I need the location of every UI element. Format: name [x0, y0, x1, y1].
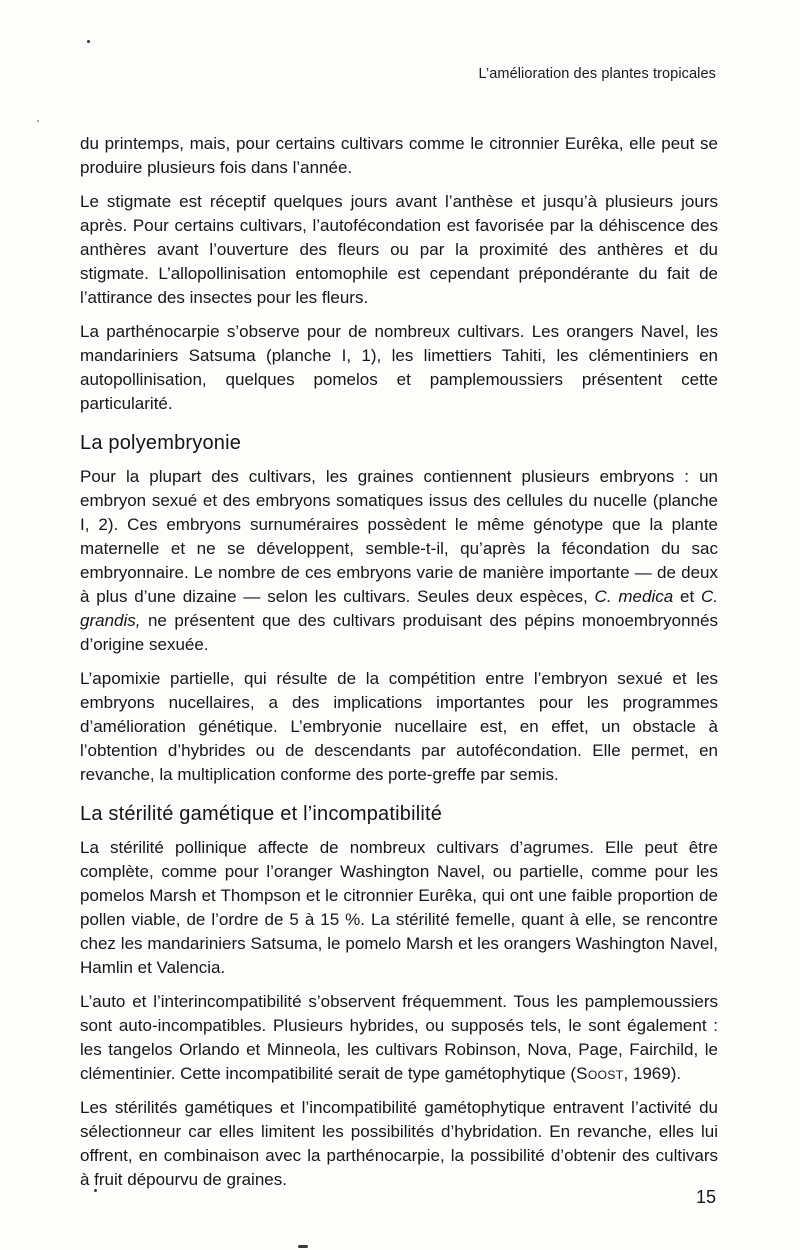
section-heading-polyembryonie: La polyembryonie [80, 432, 242, 454]
running-header: L’amélioration des plantes tropicales [478, 66, 716, 82]
page-body [80, 132, 718, 1202]
paragraph-text: ne présentent que des cultivars produisant des pépins monoembryonnés d’origine sexuée. [80, 611, 718, 654]
paragraph-text: et [673, 587, 702, 606]
paragraph-parthenocarpie [80, 320, 718, 416]
paragraph-intro-continuation [80, 132, 718, 180]
paragraph-polyembryonie-1 [80, 465, 718, 657]
paragraph-text: Les stérilités gamétiques et l’incompatibilité gamétophytique entravent l’activité du sélectionneur car elles limitent les possibilités d’hybridation. En revanche, elles lui offrent, en combinaison avec la parthénocarpie, la possibilité d’obtenir des cultivars à fruit dépourvu de graines. [80, 1098, 718, 1189]
species-name-italic: C. grandis, [80, 587, 719, 630]
paragraph-text: La stérilité pollinique affecte de nombreux cultivars d’agrumes. Elle peut être complète, comme pour l’oranger Washington Navel, ou partielle, comme pour les pomelos Marsh et Thompson et le citronnier Eurêka, qui ont une faible proportion de pollen viable, de l’ordre de 5 à 15 %. La stérilité femelle, quant à elle, se rencontre chez les mandariniers Satsuma, le pomelo Marsh et les orangers Washington Navel, Hamlin et Valencia. [80, 838, 718, 977]
scan-artifact-dot [87, 40, 90, 43]
paragraph-conclusion [80, 1096, 718, 1192]
scan-artifact-dot [94, 1189, 97, 1192]
paragraph-sterilite-pollinique [80, 836, 718, 980]
paragraph-text: L’apomixie partielle, qui résulte de la compétition entre l’embryon sexué et les embryons nucellaires, a des implications importantes pour les programmes d’amélioration génétique. L’embryonie nucellaire est, en effet, un obstacle à l’obtention d’hybrides ou de descendants par autofécondation. Elle permet, en revanche, la multiplication conforme des porte-greffe par semis. [80, 669, 718, 784]
paragraph-incompatibilite [80, 990, 718, 1086]
scan-artifact-mark [298, 1245, 308, 1248]
species-name-italic: C. medica [594, 587, 674, 606]
paragraph-text: La parthénocarpie s’observe pour de nombreux cultivars. Les orangers Navel, les mandariniers Satsuma (planche I, 1), les limettiers Tahiti, les clémentiniers en autopollinisation, quelques pomelos et pamplemoussiers présentent cette particularité. [80, 322, 718, 413]
paragraph-text: Le stigmate est réceptif quelques jours avant l’anthèse et jusqu’à plusieurs jours après. Pour certains cultivars, l’autofécondation est favorisée par la déhiscence des anthères avant l’ouverture des fleurs ou par la proximité des anthères et du stigmate. L’allopollinisation entomophile est cependant prépondérante du fait de l’attirance des insectes pour les fleurs. [80, 192, 718, 307]
author-citation-smallcaps: Soost [576, 1064, 624, 1083]
section-heading-sterilite: La stérilité gamétique et l’incompatibilité [80, 803, 443, 825]
paragraph-apomixie [80, 667, 718, 787]
paragraph-text: Pour la plupart des cultivars, les graines contiennent plusieurs embryons : un embryon sexué et des embryons somatiques issus des cellules du nucelle (planche I, 2). Ces embryons surnuméraires possèdent le même génotype que la plante maternelle et ne se développent, semble-t-il, qu’après la fécondation du sac embryonnaire. Le nombre de ces embryons varie de manière importante — de deux à plus d’une dizaine — selon les cultivars. Seules deux espèces, [80, 467, 718, 606]
paragraph-text: L’auto et l’interincompatibilité s’observent fréquemment. Tous les pamplemoussiers sont auto-incompatibles. Plusieurs hybrides, ou supposés tels, le sont également : les tangelos Orlando et Minneola, les cultivars Robinson, Nova, Page, Fairchild, le clémentinier. Cette incompatibilité serait de type gamétophytique ( [80, 992, 718, 1083]
scan-artifact-dot [37, 120, 39, 122]
paragraph-text: , 1969). [623, 1064, 682, 1083]
paragraph-text: du printemps, mais, pour certains cultivars comme le citronnier Eurêka, elle peut se produire plusieurs fois dans l’année. [80, 134, 718, 177]
page-number: 15 [695, 1187, 716, 1207]
paragraph-stigmate [80, 190, 718, 310]
